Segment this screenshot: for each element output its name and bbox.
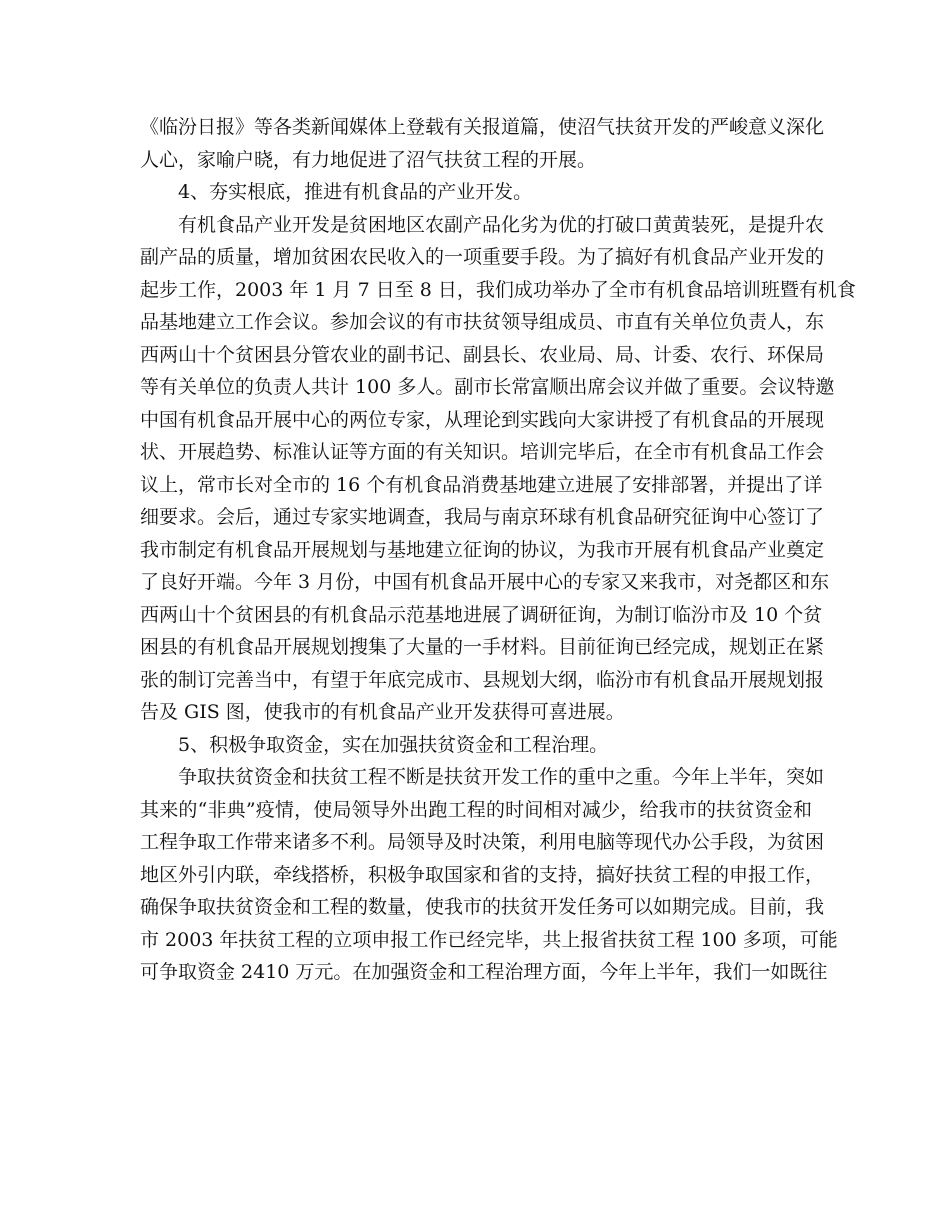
text-line: 可争取资金 2410 万元。在加强资金和工程治理方面，今年上半年，我们一如既往 xyxy=(140,961,828,983)
section-heading: 4、夯实根底，推进有机食品的产业开发。 xyxy=(178,181,533,203)
text-line: 困县的有机食品开展规划搜集了大量的一手材料。目前征询已经完成，规划正在紧 xyxy=(140,636,825,658)
text-line: 地区外引内联，牵线搭桥，积极争取国家和省的支持，搞好扶贫工程的申报工作， xyxy=(140,863,825,886)
text-line: 中国有机食品开展中心的两位专家，从理论到实践向大家讲授了有机食品的开展现 xyxy=(140,408,825,431)
text-line: 了良好开端。今年 3 月份，中国有机食品开展中心的专家又来我市，对尧都区和东 xyxy=(140,571,830,593)
text-line: 起步工作，2003 年 1 月 7 日至 8 日，我们成功举办了全市有机食品培训班暨有机食 xyxy=(140,278,856,301)
text-line: 张的制订完善当中，有望于年底完成市、县规划大纲，临汾市有机食品开展规划报 xyxy=(140,668,825,691)
text-line: 《临汾日报》等各类新闻媒体上登载有关报道篇，使沼气扶贫开发的严峻意义深化 xyxy=(140,116,825,138)
text-line: 西两山十个贫困县分管农业的副书记、副县长、农业局、局、计委、农行、环保局 xyxy=(140,343,825,366)
section-heading: 5、积极争取资金，实在加强扶贫资金和工程治理。 xyxy=(178,733,609,756)
text-line: 细要求。会后，通过专家实地调查，我局与南京环球有机食品研究征询中心签订了 xyxy=(140,506,825,528)
text-line: 市 2003 年扶贫工程的立项申报工作已经完毕，共上报省扶贫工程 100 多项，可能 xyxy=(140,928,838,951)
text-line: 人心，家喻户晓，有力地促进了沼气扶贫工程的开展。 xyxy=(140,148,597,171)
text-line: 我市制定有机食品开展规划与基地建立征询的协议，为我市开展有机食品产业奠定 xyxy=(140,538,825,561)
text-line: 议上，常市长对全市的 16 个有机食品消费基地建立进展了安排部署，并提出了详 xyxy=(140,473,823,496)
text-line: 告及 GIS 图，使我市的有机食品产业开发获得可喜进展。 xyxy=(140,701,625,723)
text-line: 等有关单位的负责人共计 100 多人。副市长常富顺出席会议并做了重要。会议特邀 xyxy=(140,376,835,398)
text-line: 品基地建立工作会议。参加会议的有市扶贫领导组成员、市直有关单位负责人，东 xyxy=(140,311,825,333)
text-line: 其来的“非典”疫情，使局领导外出跑工程的时间相对减少，给我市的扶贫资金和 xyxy=(140,798,812,821)
text-line: 西两山十个贫困县的有机食品示范基地进展了调研征询，为制订临汾市及 10 个贫 xyxy=(140,603,823,626)
text-line: 工程争取工作带来诸多不利。局领导及时决策，利用电脑等现代办公手段，为贫困 xyxy=(140,831,825,853)
text-line: 有机食品产业开发是贫困地区农副产品化劣为优的打破口黄黄装死，是提升农 xyxy=(178,213,825,236)
text-line: 状、开展趋势、标准认证等方面的有关知识。培训完毕后，在全市有机食品工作会 xyxy=(140,441,825,463)
document-body xyxy=(140,111,856,989)
text-line: 确保争取扶贫资金和工程的数量，使我市的扶贫开发任务可以如期完成。目前，我 xyxy=(140,896,825,918)
text-line: 副产品的质量，增加贫困农民收入的一项重要手段。为了搞好有机食品产业开发的 xyxy=(140,246,825,268)
text-line: 争取扶贫资金和扶贫工程不断是扶贫开发工作的重中之重。今年上半年，突如 xyxy=(178,766,825,788)
